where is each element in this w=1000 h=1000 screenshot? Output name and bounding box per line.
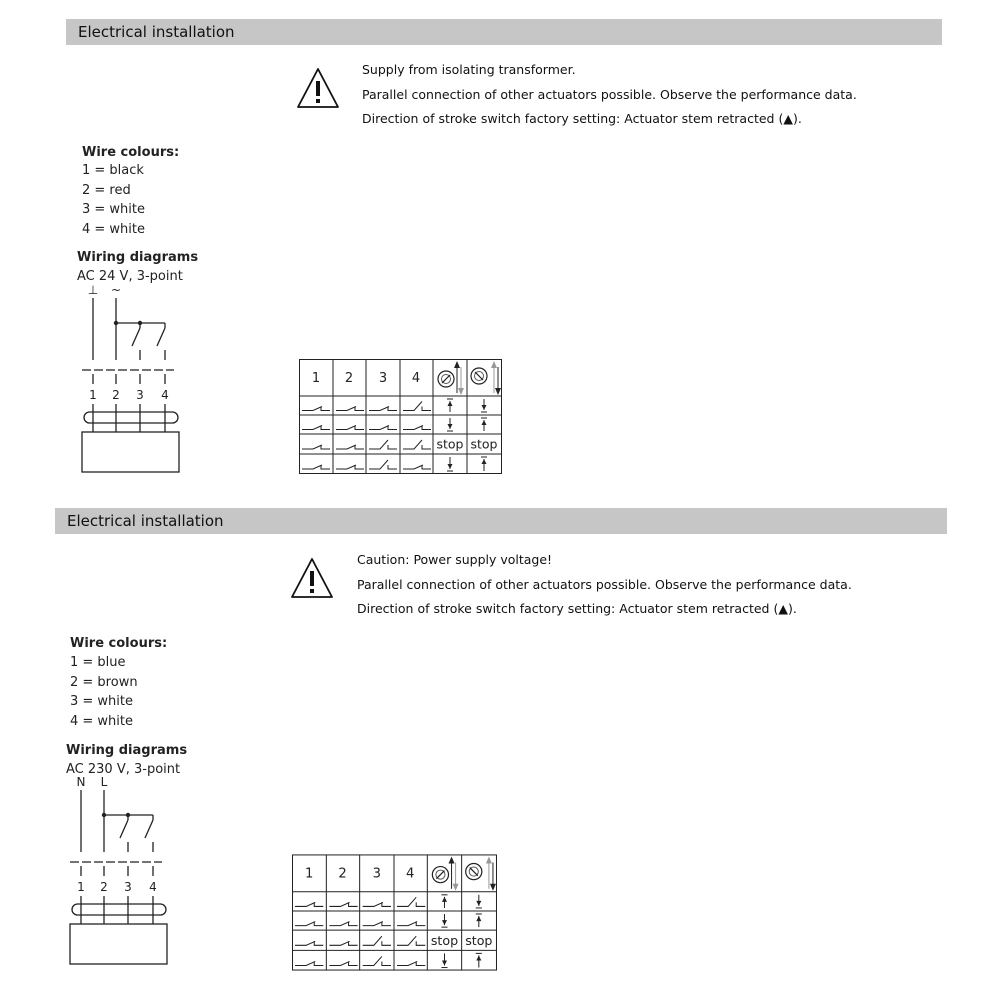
notes-list <box>362 58 857 132</box>
wiring-diagrams-subtitle: AC 24 V, 3-point <box>77 269 183 284</box>
contact-symbol <box>336 426 364 430</box>
notes-list <box>357 548 852 622</box>
contact-symbol <box>403 465 431 469</box>
wire-colours-list <box>70 653 138 731</box>
arrow-up-icon <box>481 457 487 471</box>
supply-label-1: ⊥ <box>87 283 99 297</box>
contact-symbol <box>302 445 330 449</box>
switch-function-table <box>292 854 498 972</box>
contact-symbol <box>403 426 431 430</box>
table-header: 3 <box>372 866 381 882</box>
wire-colour-item: 3 = white <box>82 202 146 217</box>
wiring-schematic <box>70 280 200 480</box>
section-header: Electrical installation <box>66 19 942 45</box>
installation-section-2 <box>0 490 1000 980</box>
warning-triangle-icon <box>296 66 340 110</box>
contact-symbol <box>397 922 425 926</box>
note-line: Parallel connection of other actuators possible. Observe the performance data. <box>357 576 852 592</box>
stop-label: stop <box>436 436 464 452</box>
installation-section-1 <box>0 0 1000 490</box>
note-line: Supply from isolating transformer. <box>362 62 576 77</box>
terminal-label: 4 <box>161 388 169 402</box>
actuator-dial-icon <box>471 361 501 395</box>
wire-colour-item: 1 = black <box>82 163 144 178</box>
contact-symbol <box>363 956 391 965</box>
contact-symbol <box>295 902 323 906</box>
terminal-label: 1 <box>89 388 97 402</box>
contact-symbol <box>329 941 357 945</box>
terminal-label: 3 <box>124 880 132 894</box>
wire-colour-item: 3 = white <box>70 694 134 709</box>
warning-triangle-icon <box>290 556 334 600</box>
switch-function-table <box>299 359 503 475</box>
wiring-diagrams-title: Wiring diagrams <box>66 743 188 758</box>
contact-symbol <box>369 407 397 411</box>
table-header: 4 <box>411 371 421 386</box>
contact-symbol <box>397 936 425 945</box>
wire-colours-title: Wire colours: <box>70 636 168 651</box>
note-line: Direction of stroke switch factory setting: Actuator stem retracted (▲). <box>357 601 797 616</box>
wiring-schematic <box>58 772 188 972</box>
contact-symbol <box>403 440 431 449</box>
contact-symbol <box>302 426 330 430</box>
actuator-dial-icon <box>438 361 464 395</box>
terminal-label: 3 <box>136 388 144 402</box>
table-header: 4 <box>405 866 415 882</box>
contact-symbol <box>329 961 357 965</box>
supply-label-2: L <box>100 775 108 789</box>
wire-colour-item: 1 = blue <box>70 655 126 670</box>
section-header: Electrical installation <box>55 508 947 534</box>
arrow-down-icon <box>447 457 453 471</box>
contact-symbol <box>369 460 397 469</box>
table-header: 1 <box>304 866 314 882</box>
contact-symbol <box>336 407 364 411</box>
stop-label: stop <box>470 436 498 452</box>
wire-colour-item: 4 = white <box>70 713 134 729</box>
contact-symbol <box>369 440 397 449</box>
stop-label: stop <box>430 932 459 948</box>
arrow-down-icon <box>481 399 487 412</box>
supply-label-2: ~ <box>110 283 122 297</box>
contact-symbol <box>295 961 323 965</box>
wiring-diagrams-subtitle: AC 230 V, 3-point <box>66 762 181 777</box>
contact-symbol <box>403 402 431 411</box>
wire-colours-list <box>82 161 145 239</box>
contact-symbol <box>302 465 330 469</box>
arrow-up-icon <box>447 399 453 412</box>
terminal-label: 4 <box>149 880 157 894</box>
contact-symbol <box>363 922 391 926</box>
table-header: 2 <box>338 866 347 882</box>
contact-symbol <box>369 426 397 430</box>
actuator-dial-icon <box>466 856 496 890</box>
wiring-diagrams-title: Wiring diagrams <box>77 250 199 265</box>
terminal-label: 2 <box>100 880 108 894</box>
wire-colour-item: 4 = white <box>82 221 146 237</box>
contact-symbol <box>363 902 391 906</box>
contact-symbol <box>397 897 425 906</box>
arrow-down-icon <box>476 895 482 908</box>
arrow-down-icon <box>441 953 447 967</box>
terminal-label: 1 <box>77 880 85 894</box>
wire-colours-title: Wire colours: <box>82 145 180 160</box>
contact-symbol <box>329 902 357 906</box>
table-header: 2 <box>344 371 354 386</box>
arrow-up-icon <box>476 914 482 927</box>
contact-symbol <box>397 961 425 965</box>
note-line: Direction of stroke switch factory setting: Actuator stem retracted (▲). <box>362 111 802 126</box>
arrow-up-icon <box>481 418 487 431</box>
wire-colour-item: 2 = brown <box>70 674 138 690</box>
table-header: 1 <box>311 371 321 386</box>
arrow-up-icon <box>441 895 447 908</box>
contact-symbol <box>295 941 323 945</box>
contact-symbol <box>336 445 364 449</box>
contact-symbol <box>329 922 357 926</box>
note-line: Caution: Power supply voltage! <box>357 552 553 567</box>
note-line: Parallel connection of other actuators possible. Observe the performance data. <box>362 86 857 102</box>
supply-label-1: N <box>76 775 86 789</box>
arrow-down-icon <box>447 418 453 431</box>
contact-symbol <box>363 936 391 945</box>
stop-label: stop <box>465 932 493 948</box>
table-header: 3 <box>378 371 388 386</box>
arrow-up-icon <box>476 953 482 967</box>
wire-colour-item: 2 = red <box>82 182 131 198</box>
contact-symbol <box>295 922 323 926</box>
arrow-down-icon <box>441 914 447 927</box>
contact-symbol <box>302 407 330 411</box>
contact-symbol <box>336 465 364 469</box>
terminal-label: 2 <box>112 388 120 402</box>
actuator-dial-icon <box>432 856 458 890</box>
